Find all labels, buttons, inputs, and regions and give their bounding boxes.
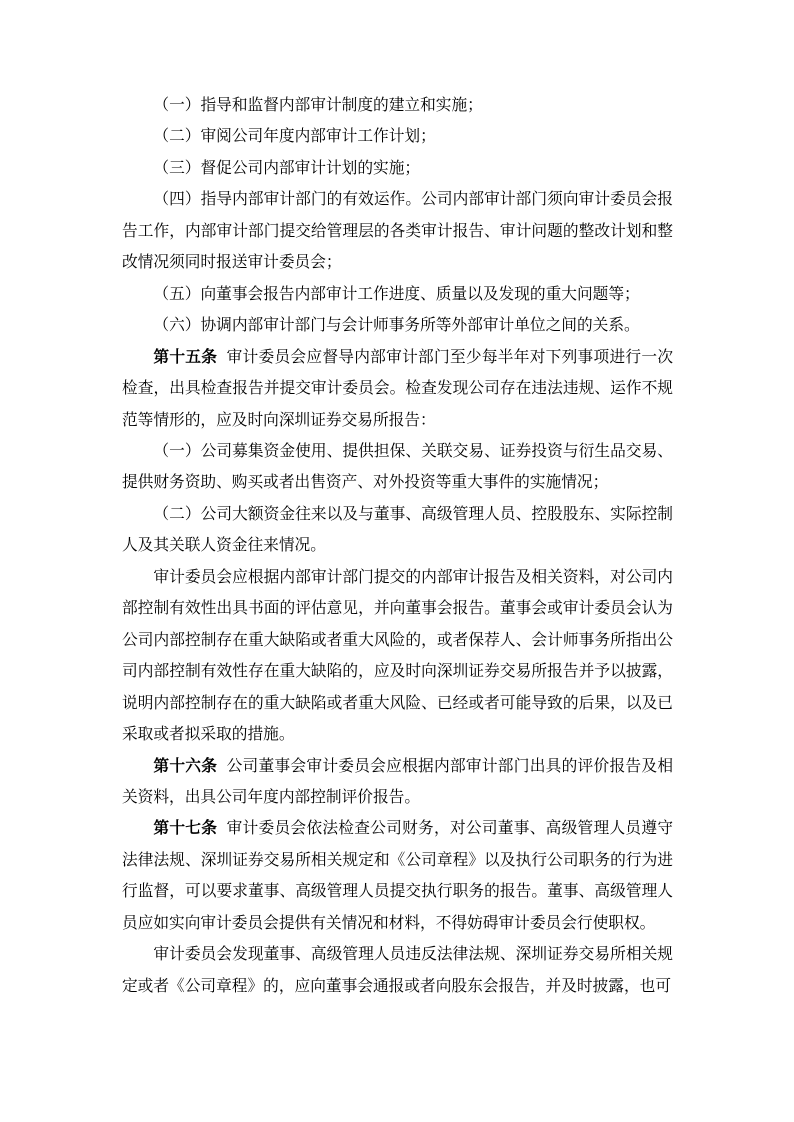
paragraph xyxy=(122,153,673,184)
paragraph-text: （二）审阅公司年度内部审计工作计划； xyxy=(153,128,436,146)
article-number: 第十五条 xyxy=(153,348,218,366)
paragraph-text: 审计委员会应根据内部审计部门提交的内部审计报告及相关资料，对公司内部控制有效性出具书面的评估意见，并向董事会报告。董事会或审计委员会认为公司内部控制存在重大缺陷或者重大风险的，或者保荐人、会计师事务所指出公司内部控制有效性存在重大缺陷的，应及时向深圳证券交易所报告并予以披露，说明内部控制存在的重大缺陷或者重大风险、已经或者可能导致的后果，以及已采取或者拟采取的措施。 xyxy=(122,568,673,744)
paragraph xyxy=(122,939,673,1002)
paragraph-list xyxy=(122,90,673,1002)
paragraph-text: （三）督促公司内部审计计划的实施； xyxy=(153,159,421,177)
paragraph xyxy=(122,342,673,436)
paragraph-text: 审计委员会发现董事、高级管理人员违反法律法规、深圳证券交易所相关规定或者《公司章程》的，应向董事会通报或者向股东会报告，并及时披露，也可 xyxy=(122,946,673,995)
paragraph-text: 公司董事会审计委员会应根据内部审计部门出具的评价报告及相关资料，出具公司年度内部控制评价报告。 xyxy=(122,757,674,806)
paragraph xyxy=(122,310,673,341)
paragraph xyxy=(122,813,673,939)
paragraph xyxy=(122,499,673,562)
paragraph-text: 审计委员会依法检查公司财务，对公司董事、高级管理人员遵守法律法规、深圳证券交易所相关规定和《公司章程》以及执行公司职务的行为进行监督，可以要求董事、高级管理人员提交执行职务的报告。董事、高级管理人员应如实向审计委员会提供有关情况和材料，不得妨碍审计委员会行使职权。 xyxy=(122,820,674,932)
paragraph-text: （五）向董事会报告内部审计工作进度、质量以及发现的重大问题等； xyxy=(153,285,640,303)
article-number: 第十七条 xyxy=(153,820,218,838)
paragraph-text: （六）协调内部审计部门与会计师事务所等外部审计单位之间的关系。 xyxy=(153,317,640,335)
article-number: 第十六条 xyxy=(153,757,218,775)
paragraph-text: 审计委员会应督导内部审计部门至少每半年对下列事项进行一次检查，出具检查报告并提交审计委员会。检查发现公司存在违法违规、运作不规范等情形的，应及时向深圳证券交易所报告： xyxy=(122,348,674,429)
paragraph xyxy=(122,562,673,751)
paragraph xyxy=(122,121,673,152)
paragraph xyxy=(122,90,673,121)
paragraph-text: （二）公司大额资金往来以及与董事、高级管理人员、控股股东、实际控制人及其关联人资金往来情况。 xyxy=(122,505,673,555)
paragraph xyxy=(122,184,673,278)
paragraph-text: （一）指导和监督内部审计制度的建立和实施； xyxy=(153,97,483,114)
paragraph xyxy=(122,436,673,499)
paragraph xyxy=(122,751,673,814)
paragraph-text: （四）指导内部审计部门的有效运作。公司内部审计部门须向审计委员会报告工作，内部审计部门提交给管理层的各类审计报告、审计问题的整改计划和整改情况须同时报送审计委员会； xyxy=(122,191,673,272)
paragraph-text: （一）公司募集资金使用、提供担保、关联交易、证券投资与衍生品交易、提供财务资助、购买或者出售资产、对外投资等重大事件的实施情况； xyxy=(122,442,673,492)
paragraph xyxy=(122,279,673,310)
